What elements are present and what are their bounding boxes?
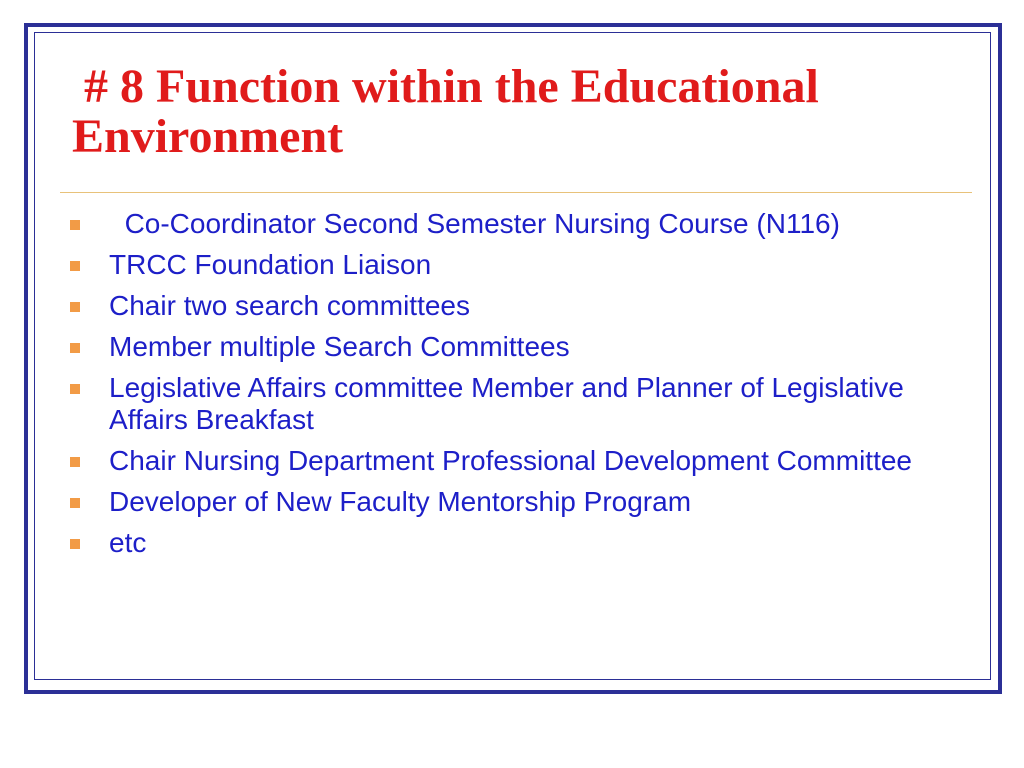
- bullet-text: Developer of New Faculty Mentorship Program: [109, 486, 692, 517]
- bullet-item: [70, 445, 950, 477]
- bullet-text: etc: [109, 527, 147, 558]
- square-bullet-icon: [70, 220, 80, 230]
- bullet-item: [70, 208, 950, 240]
- square-bullet-icon: [70, 384, 80, 394]
- bullet-item: [70, 527, 950, 559]
- title-divider: [60, 192, 972, 193]
- bullet-item: [70, 331, 950, 363]
- slide-title-line-1: # 8 Function within the Educational: [72, 60, 819, 113]
- square-bullet-icon: [70, 457, 80, 467]
- bullet-text: TRCC Foundation Liaison: [109, 249, 432, 280]
- bullet-text: Chair two search committees: [109, 290, 471, 321]
- bullet-list: [70, 208, 950, 568]
- square-bullet-icon: [70, 261, 80, 271]
- square-bullet-icon: [70, 302, 80, 312]
- bullet-item: [70, 290, 950, 322]
- bullet-text: Legislative Affairs committee Member and Planner of Legislative Affairs Breakfast: [109, 372, 904, 435]
- square-bullet-icon: [70, 539, 80, 549]
- slide-title: [72, 62, 972, 162]
- slide-title-line-2: Environment: [72, 110, 344, 163]
- bullet-item: [70, 486, 950, 518]
- bullet-text: Member multiple Search Committees: [109, 331, 570, 362]
- bullet-item: [70, 372, 950, 436]
- bullet-text: Co-Coordinator Second Semester Nursing Course (N116): [109, 208, 840, 239]
- bullet-text: Chair Nursing Department Professional Development Committee: [109, 445, 913, 476]
- square-bullet-icon: [70, 343, 80, 353]
- square-bullet-icon: [70, 498, 80, 508]
- bullet-item: [70, 249, 950, 281]
